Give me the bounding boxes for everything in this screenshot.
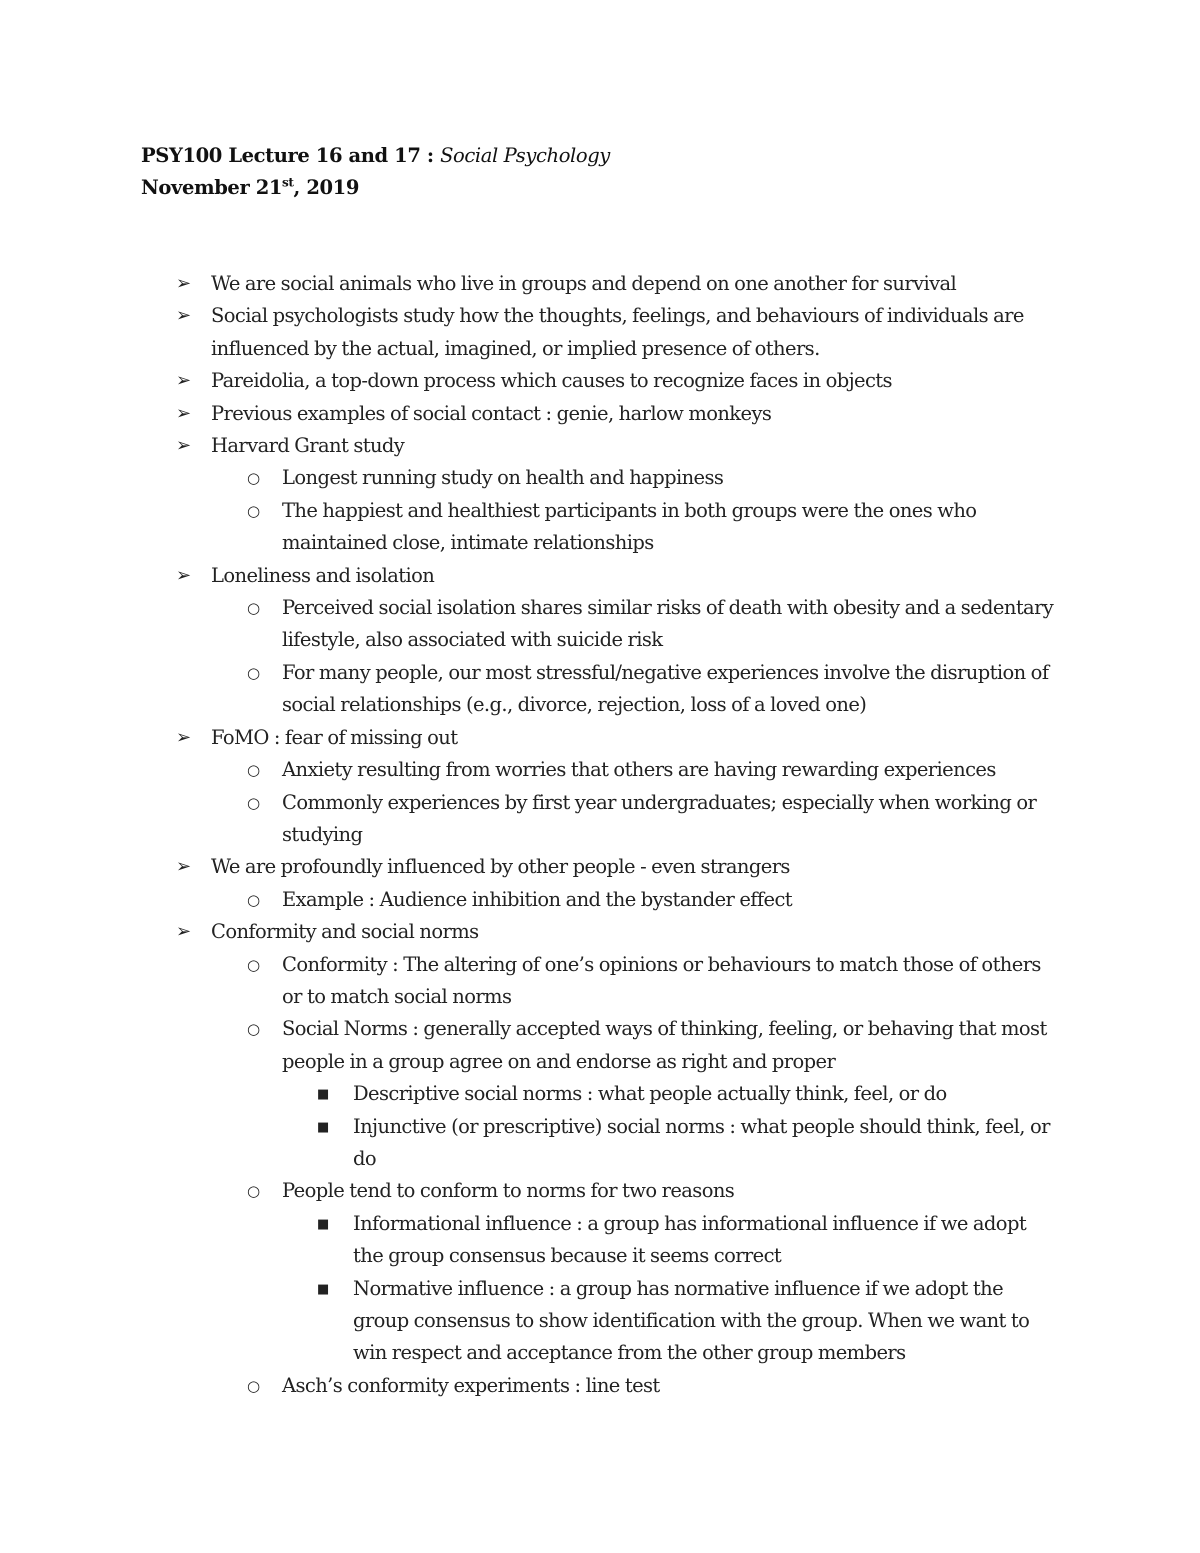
list-item-text: People tend to conform to norms for two reasons [282, 1179, 735, 1203]
notes-outline [0, 268, 1200, 1402]
circle-bullet-icon: ○ [247, 501, 260, 520]
circle-bullet-icon: ○ [247, 890, 260, 909]
circle-bullet-icon: ○ [247, 955, 260, 974]
list-item-text: Descriptive social norms : what people actually think, feel, or do [353, 1082, 947, 1106]
list-item-text: Longest running study on health and happiness [282, 466, 724, 490]
circle-bullet-icon: ○ [247, 1020, 260, 1039]
list-item [0, 1013, 1057, 1078]
list-item [0, 592, 1057, 657]
list-item [0, 884, 1057, 916]
list-item-text: The happiest and healthiest participants in both groups were the ones who maintained close, intimate relationships [282, 498, 977, 555]
list-item [0, 462, 1057, 494]
list-item [0, 1273, 1053, 1370]
list-item-text: Anxiety resulting from worries that others are having rewarding experiences [282, 758, 996, 782]
list-item-text: Conformity : The altering of one’s opinions or behaviours to match those of others or to match social norms [282, 952, 1041, 1008]
list-item [0, 916, 1071, 948]
list-item-text: Previous examples of social contact : genie, harlow monkeys [211, 401, 772, 425]
list-item-text: Social psychologists study how the thoughts, feelings, and behaviours of individuals are influenced by the actual, imagined, or implied presence of others. [211, 304, 1024, 360]
date-ordinal-suffix: st [282, 175, 294, 190]
list-item [0, 949, 1057, 1014]
date-main: November 21 [141, 176, 283, 199]
list-item [0, 754, 1057, 786]
circle-bullet-icon: ○ [247, 761, 260, 780]
list-item [0, 1208, 1053, 1273]
circle-bullet-icon: ○ [247, 793, 260, 812]
list-item-text: Injunctive (or prescriptive) social norms : what people should think, feel, or do [353, 1114, 1050, 1170]
list-item [0, 851, 1071, 883]
list-item [0, 657, 1057, 722]
list-item [0, 787, 1057, 852]
arrow-bullet-icon: ➢ [176, 305, 191, 327]
list-item-text: Informational influence : a group has informational influence if we adopt the group consensus because it seems correct [353, 1211, 1027, 1268]
list-item [0, 300, 1071, 365]
list-item-text: Loneliness and isolation [211, 563, 435, 587]
list-item [0, 398, 1071, 430]
arrow-bullet-icon: ➢ [176, 402, 191, 424]
circle-bullet-icon: ○ [247, 599, 260, 618]
list-item-text: Normative influence : a group has normative influence if we adopt the group consensus to show identification with the group. When we want to win respect and acceptance from the other group members [353, 1276, 1030, 1365]
list-item [0, 722, 1071, 754]
circle-bullet-icon: ○ [247, 663, 260, 682]
list-item-text: We are social animals who live in groups and depend on one another for survival [211, 272, 957, 295]
list-item [0, 430, 1071, 462]
title-subject: Social Psychology [440, 144, 610, 167]
list-item [0, 365, 1071, 397]
list-item [0, 560, 1071, 592]
square-bullet-icon: ■ [317, 1281, 329, 1297]
list-item [0, 495, 1057, 560]
arrow-bullet-icon: ➢ [176, 726, 191, 748]
arrow-bullet-icon: ➢ [176, 856, 191, 878]
arrow-bullet-icon: ➢ [176, 435, 191, 457]
list-item [0, 268, 1071, 300]
list-item [0, 1370, 1057, 1402]
list-item-text: Conformity and social norms [211, 920, 479, 944]
lecture-date [141, 172, 1041, 204]
square-bullet-icon: ■ [317, 1216, 329, 1232]
arrow-bullet-icon: ➢ [176, 370, 191, 392]
square-bullet-icon: ■ [317, 1119, 329, 1135]
list-item-text: For many people, our most stressful/negative experiences involve the disruption of social relationships (e.g., divorce, rejection, loss of a loved one) [282, 660, 1049, 717]
circle-bullet-icon: ○ [247, 469, 260, 488]
list-item-text: Social Norms : generally accepted ways of thinking, feeling, or behaving that most people in a group agree on and endorse as right and proper [282, 1017, 1047, 1073]
circle-bullet-icon: ○ [247, 1376, 260, 1395]
list-item-text: Pareidolia, a top-down process which causes to recognize faces in objects [211, 369, 892, 393]
arrow-bullet-icon: ➢ [176, 564, 191, 586]
list-item-text: Commonly experiences by first year undergraduates; especially when working or studying [282, 790, 1037, 846]
document-header [141, 140, 1041, 204]
square-bullet-icon: ■ [317, 1087, 329, 1103]
list-item-text: We are profoundly influenced by other people - even strangers [211, 855, 790, 879]
title-course: PSY100 Lecture 16 and 17 : [141, 144, 441, 167]
list-item-text: Asch’s conformity experiments : line test [282, 1373, 660, 1397]
arrow-bullet-icon: ➢ [176, 921, 191, 943]
page-title [141, 140, 1041, 172]
circle-bullet-icon: ○ [247, 1182, 260, 1201]
arrow-bullet-icon: ➢ [176, 273, 191, 294]
list-item-text: Harvard Grant study [211, 434, 405, 458]
list-item-text: Example : Audience inhibition and the bystander effect [282, 887, 793, 911]
list-item-text: FoMO : fear of missing out [211, 725, 458, 749]
list-item [0, 1175, 1057, 1207]
list-item [0, 1111, 1053, 1176]
list-item [0, 1078, 1053, 1110]
date-year: , 2019 [293, 176, 359, 199]
list-item-text: Perceived social isolation shares similar risks of death with obesity and a sedentary lifestyle, also associated with suicide risk [282, 596, 1054, 652]
